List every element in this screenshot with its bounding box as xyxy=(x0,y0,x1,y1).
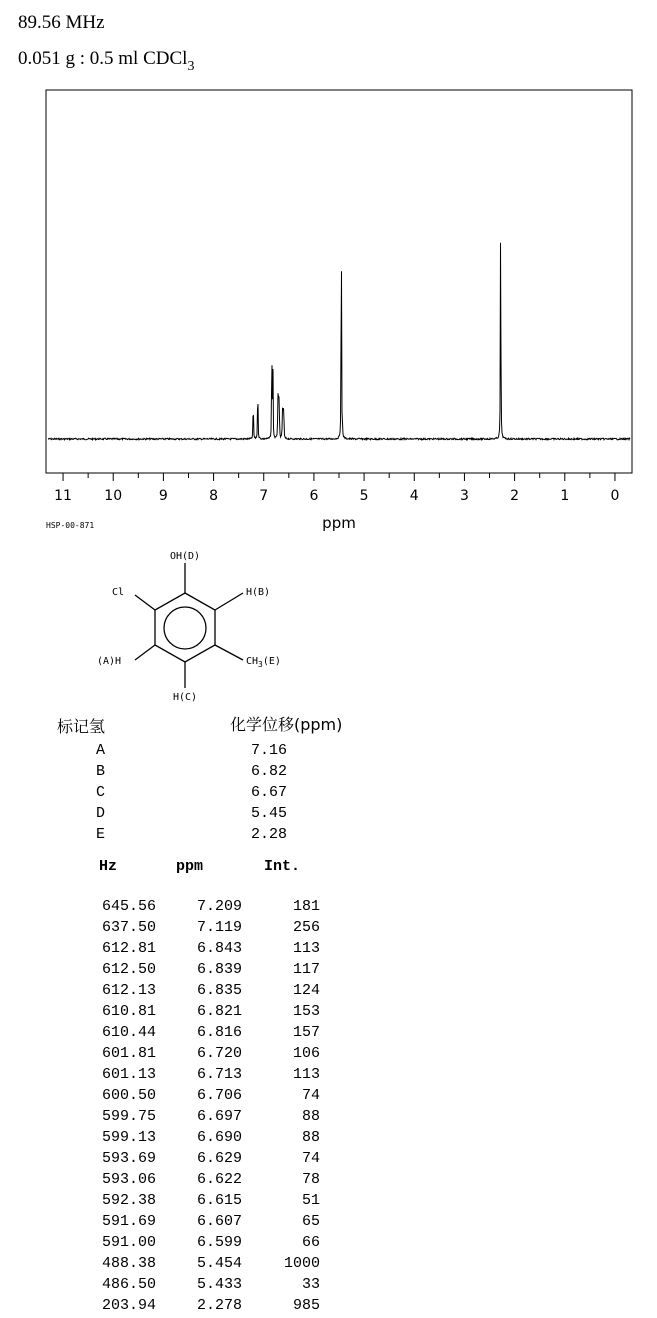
peak-row xyxy=(0,1297,330,1318)
assignment-shift: 5.45 xyxy=(251,805,288,822)
peak-ppm: 6.690 xyxy=(196,1129,242,1146)
label-ch3-e: (E) xyxy=(262,656,281,667)
peak-hz: 601.13 xyxy=(101,1066,156,1083)
peak-ppm: 6.629 xyxy=(196,1150,242,1167)
label-ha: (A)H xyxy=(97,656,122,667)
peak-int: 256 xyxy=(292,919,320,936)
x-tick-label: 6 xyxy=(309,488,319,504)
peak-hz: 488.38 xyxy=(101,1255,156,1272)
x-tick-label: 5 xyxy=(359,488,369,504)
label-ch3-sub: 3 xyxy=(258,660,263,669)
peak-int: 1000 xyxy=(283,1255,320,1272)
peak-hz: 612.13 xyxy=(101,982,156,999)
peak-ppm: 7.119 xyxy=(196,919,242,936)
x-tick-label: 0 xyxy=(610,488,620,504)
peak-int: 66 xyxy=(301,1234,320,1251)
x-tick-label: 4 xyxy=(409,488,419,504)
peak-row xyxy=(0,940,330,961)
peak-int: 124 xyxy=(292,982,320,999)
peak-hz: 601.81 xyxy=(101,1045,156,1062)
peak-ppm: 5.433 xyxy=(196,1276,242,1293)
chemical-structure xyxy=(135,563,243,688)
peak-hz: 610.81 xyxy=(101,1003,156,1020)
peak-hz: 610.44 xyxy=(101,1024,156,1041)
peak-ppm: 6.816 xyxy=(196,1024,242,1041)
peak-hz: 637.50 xyxy=(101,919,156,936)
x-tick-label: 1 xyxy=(560,488,570,504)
peak-ppm: 6.607 xyxy=(196,1213,242,1230)
label-hb: H(B) xyxy=(246,587,271,598)
aromatic-circle xyxy=(164,607,206,649)
peak-ppm: 2.278 xyxy=(196,1297,242,1314)
peak-int: 74 xyxy=(301,1150,320,1167)
x-tick-label: 2 xyxy=(510,488,520,504)
peak-row xyxy=(0,961,330,982)
peak-ppm: 6.835 xyxy=(196,982,242,999)
peak-int: 33 xyxy=(301,1276,320,1293)
peak-row xyxy=(0,1003,330,1024)
label-ch3 xyxy=(246,656,281,669)
peak-ppm: 6.839 xyxy=(196,961,242,978)
peak-int: 106 xyxy=(292,1045,320,1062)
assignment-label: B xyxy=(96,763,106,780)
x-axis-label: ppm xyxy=(322,514,356,532)
peak-ppm: 6.615 xyxy=(196,1192,242,1209)
peak-hz: 592.38 xyxy=(101,1192,156,1209)
bond-ha xyxy=(135,645,155,660)
peak-hz: 612.50 xyxy=(101,961,156,978)
peak-int: 78 xyxy=(301,1171,320,1188)
peak-row xyxy=(0,1108,330,1129)
peak-hz: 591.00 xyxy=(101,1234,156,1251)
peak-int: 181 xyxy=(292,898,320,915)
peak-row xyxy=(0,1066,330,1087)
assignment-shift: 6.82 xyxy=(251,763,288,780)
peak-int: 157 xyxy=(292,1024,320,1041)
peak-header-hz: Hz xyxy=(99,858,118,875)
peak-ppm: 6.697 xyxy=(196,1108,242,1125)
peak-ppm: 6.720 xyxy=(196,1045,242,1062)
peak-ppm: 6.713 xyxy=(196,1066,242,1083)
peak-row xyxy=(0,1234,330,1255)
peak-hz: 612.81 xyxy=(101,940,156,957)
peak-ppm: 6.706 xyxy=(196,1087,242,1104)
peak-ppm: 7.209 xyxy=(196,898,242,915)
bond-ch3 xyxy=(215,645,243,660)
peak-row xyxy=(0,1087,330,1108)
sample-subscript: 3 xyxy=(187,59,195,74)
x-tick-label: 11 xyxy=(54,488,72,504)
peak-ppm: 5.454 xyxy=(196,1255,242,1272)
label-hc: H(C) xyxy=(172,692,198,703)
spectrum-trace xyxy=(48,243,630,440)
peak-hz: 486.50 xyxy=(101,1276,156,1293)
peak-int: 65 xyxy=(301,1213,320,1230)
label-oh: OH(D) xyxy=(169,551,201,562)
peak-hz: 203.94 xyxy=(101,1297,156,1314)
peak-int: 985 xyxy=(292,1297,320,1314)
assignment-shift: 2.28 xyxy=(251,826,288,843)
peak-row xyxy=(0,898,330,919)
assignment-shift: 6.67 xyxy=(251,784,288,801)
peak-hz: 593.69 xyxy=(101,1150,156,1167)
assignment-label: E xyxy=(96,826,106,843)
peak-header-ppm: ppm xyxy=(176,858,204,875)
peak-hz: 645.56 xyxy=(101,898,156,915)
bond-cl xyxy=(135,595,155,610)
x-tick-label: 9 xyxy=(158,488,168,504)
peak-row xyxy=(0,1024,330,1045)
peak-row xyxy=(0,1255,330,1276)
peak-hz: 591.69 xyxy=(101,1213,156,1230)
peak-int: 113 xyxy=(292,940,320,957)
assignment-label: C xyxy=(96,784,106,801)
peak-ppm: 6.622 xyxy=(196,1171,242,1188)
peak-row xyxy=(0,919,330,940)
peak-header-int: Int. xyxy=(264,858,301,875)
peak-ppm: 6.599 xyxy=(196,1234,242,1251)
x-tick-label: 8 xyxy=(209,488,219,504)
x-tick-label: 3 xyxy=(459,488,469,504)
assignment-label: A xyxy=(96,742,106,759)
spectrometer-frequency: 89.56 MHz xyxy=(18,12,105,33)
peak-int: 153 xyxy=(292,1003,320,1020)
peak-int: 117 xyxy=(292,961,320,978)
peak-row xyxy=(0,1129,330,1150)
peak-row xyxy=(0,1276,330,1297)
peak-int: 88 xyxy=(301,1108,320,1125)
peak-ppm: 6.821 xyxy=(196,1003,242,1020)
peak-row xyxy=(0,1171,330,1192)
peak-int: 113 xyxy=(292,1066,320,1083)
peak-hz: 599.75 xyxy=(101,1108,156,1125)
peak-ppm: 6.843 xyxy=(196,940,242,957)
peak-int: 88 xyxy=(301,1129,320,1146)
peak-hz: 593.06 xyxy=(101,1171,156,1188)
peak-row xyxy=(0,1192,330,1213)
x-axis-ticks xyxy=(54,473,619,504)
peak-row xyxy=(0,1045,330,1066)
assignment-label: D xyxy=(96,805,106,822)
plot-frame xyxy=(46,90,632,473)
bond-hb xyxy=(215,593,243,610)
peak-hz: 599.13 xyxy=(101,1129,156,1146)
spectrum-code: HSP-00-871 xyxy=(46,521,95,530)
x-tick-label: 7 xyxy=(259,488,269,504)
assignment-shift: 7.16 xyxy=(251,742,288,759)
peak-row xyxy=(0,982,330,1003)
x-tick-label: 10 xyxy=(104,488,123,504)
label-cl: Cl xyxy=(112,587,125,598)
sample-text: 0.051 g : 0.5 ml CDCl xyxy=(18,48,188,69)
peak-row xyxy=(0,1213,330,1234)
peak-int: 51 xyxy=(301,1192,320,1209)
assignment-header-shift: 化学位移(ppm) xyxy=(230,715,343,734)
peak-int: 74 xyxy=(301,1087,320,1104)
peak-row xyxy=(0,1150,330,1171)
label-ch3-text: CH xyxy=(246,656,259,667)
assignment-header-label: 标记氢 xyxy=(57,717,106,736)
peak-hz: 600.50 xyxy=(101,1087,156,1104)
